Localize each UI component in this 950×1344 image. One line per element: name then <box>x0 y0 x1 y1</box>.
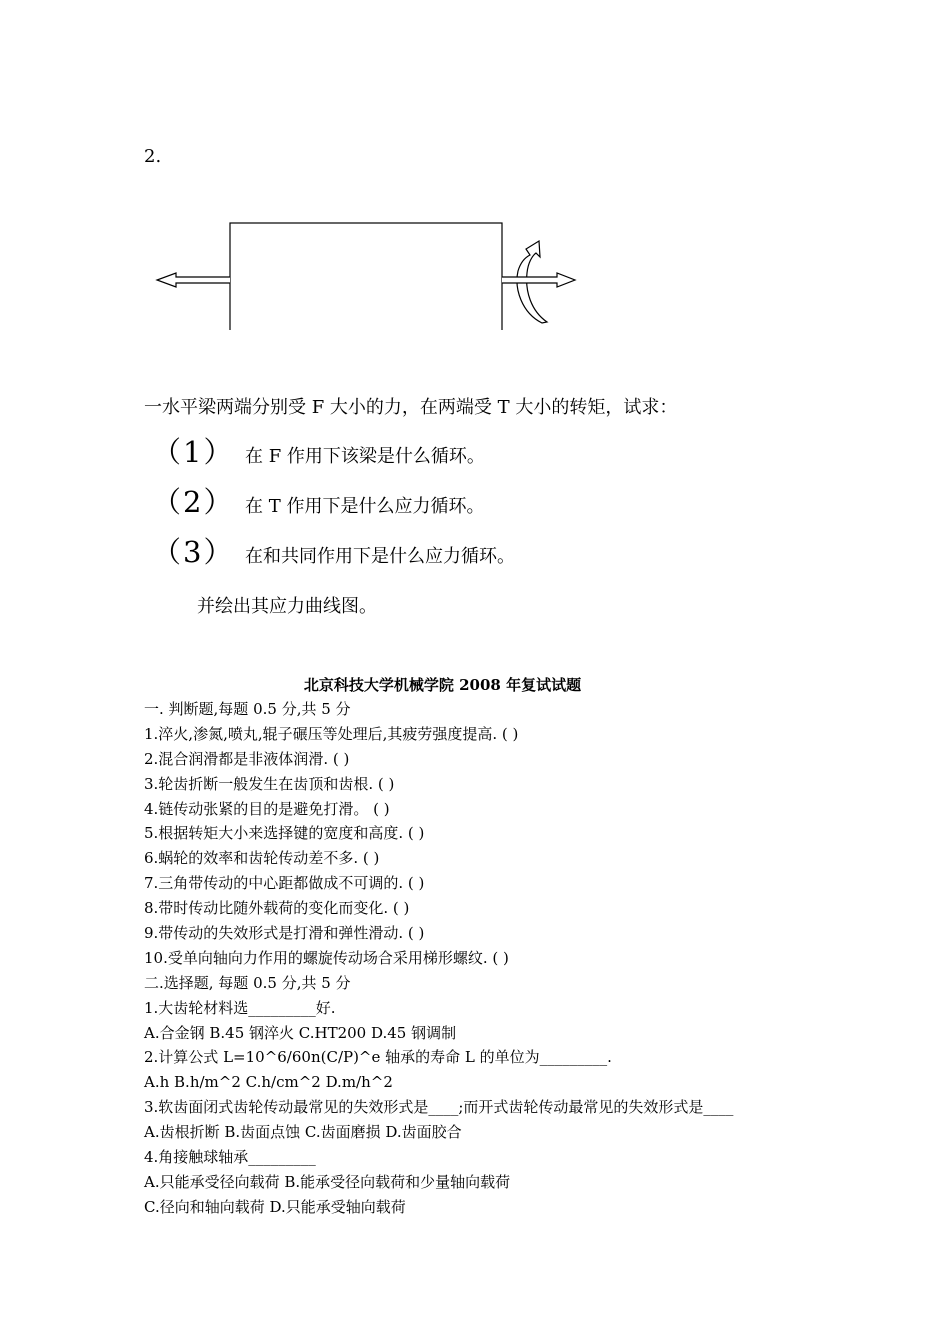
problem-extra: 并绘出其应力曲线图。 <box>197 596 377 617</box>
question-line: 2.混合润滑都是非液体润滑. ( ) <box>144 749 350 768</box>
question-number: 2. <box>144 146 162 167</box>
answer-options: A.齿根折断 B.齿面点蚀 C.齿面磨损 D.齿面胶合 <box>144 1123 462 1142</box>
question-line: 4.角接触球轴承_________ <box>144 1148 316 1167</box>
question-line: 1.淬火,渗氮,喷丸,辊子碾压等处理后,其疲劳强度提高. ( ) <box>144 724 519 743</box>
left-force-arrow <box>157 273 230 287</box>
answer-options: A.h B.h/m^2 C.h/cm^2 D.m/h^2 <box>144 1073 393 1092</box>
exam-questions <box>144 697 733 1220</box>
item-number: （3） <box>152 535 235 569</box>
question-line: 6.蜗轮的效率和齿轮传动差不多. ( ) <box>144 849 380 868</box>
answer-options: A.只能承受径向载荷 B.能承受径向载荷和少量轴向载荷 <box>144 1172 511 1191</box>
question-line: 3.轮齿折断一般发生在齿顶和齿根. ( ) <box>144 774 395 793</box>
item-number: （2） <box>152 485 235 519</box>
question-line: 5.根据转矩大小来选择键的宽度和高度. ( ) <box>144 824 425 843</box>
item-text: 在和共同作用下是什么应力循环。 <box>245 546 515 567</box>
question-line: 9.带传动的失效形式是打滑和弹性滑动. ( ) <box>144 924 425 943</box>
item-number: （1） <box>152 435 235 469</box>
item-text: 在 F 作用下该梁是什么循环。 <box>245 446 485 467</box>
beam-rect <box>230 223 502 330</box>
question-line: 4.链传动张紧的目的是避免打滑。 ( ) <box>144 799 390 818</box>
exam-title: 北京科技大学机械学院 2008 年复试试题 <box>303 676 582 694</box>
question-line: 2.计算公式 L=10^6/60n(C/P)^e 轴承的寿命 L 的单位为_________. <box>144 1048 612 1067</box>
question-line: 10.受单向轴向力作用的螺旋传动场合采用梯形螺纹. ( ) <box>144 948 509 967</box>
item-text: 在 T 作用下是什么应力循环。 <box>245 496 485 517</box>
question-line: 1.大齿轮材料选_________好. <box>144 998 336 1017</box>
question-line: 8.带时传动比随外载荷的变化而变化. ( ) <box>144 899 410 918</box>
question-line: 3.软齿面闭式齿轮传动最常见的失效形式是____;而开式齿轮传动最常见的失效形式是____ <box>144 1098 734 1117</box>
problem-intro: 一水平梁两端分别受 F 大小的力，在两端受 T 大小的转矩，试求： <box>144 397 678 418</box>
answer-options: C.径向和轴向载荷 D.只能承受轴向载荷 <box>144 1197 406 1216</box>
beam-diagram <box>150 215 580 330</box>
section-heading: 二.选择题, 每题 0.5 分,共 5 分 <box>144 973 351 992</box>
right-force-arrow <box>502 273 575 287</box>
answer-options: A.合金钢 B.45 钢淬火 C.HT200 D.45 钢调制 <box>144 1023 457 1042</box>
section-heading: 一. 判断题,每题 0.5 分,共 5 分 <box>144 700 351 718</box>
question-line: 7.三角带传动的中心距都做成不可调的. ( ) <box>144 874 425 893</box>
